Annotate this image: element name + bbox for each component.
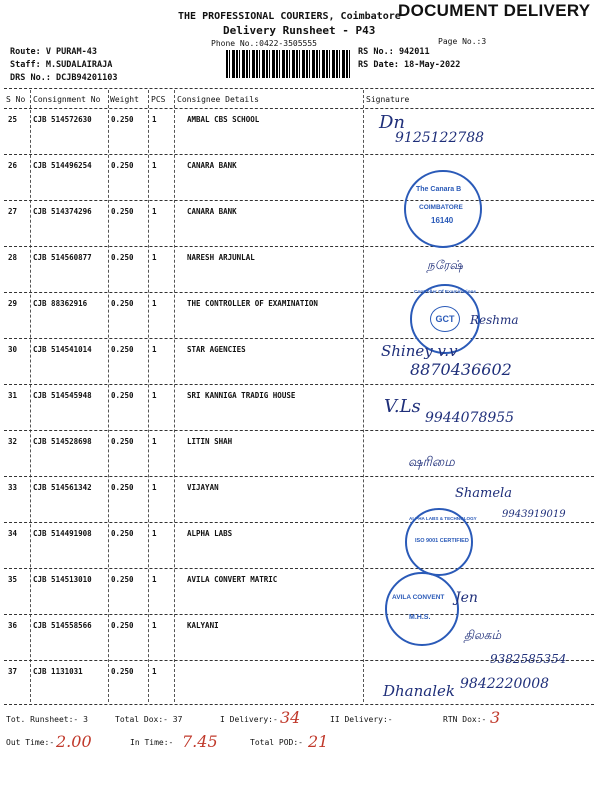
tot-runsheet: Tot. Runsheet:- 3: [6, 715, 88, 724]
phone-row25: 9125122788: [395, 130, 485, 146]
row-weight: 0.250: [111, 391, 134, 400]
sign-row33: Shamela: [455, 486, 512, 501]
sign-row25: Dn: [379, 112, 406, 133]
page-number: Page No.:3: [438, 37, 487, 46]
phone-row33: 9943919019: [502, 509, 566, 520]
row-sno: 34: [8, 529, 18, 538]
row-consignment: CJB 514558566: [33, 621, 92, 630]
ii-delivery-label: II Delivery:-: [330, 715, 393, 724]
row-pcs: 1: [152, 207, 157, 216]
phone-row37: 9842220008: [460, 676, 550, 692]
row-pcs: 1: [152, 529, 157, 538]
avila-stamp-line2: M.H.S.: [409, 614, 431, 621]
avila-convent-stamp: [385, 572, 459, 646]
divider-sno: [30, 90, 31, 702]
row-sno: 32: [8, 437, 18, 446]
divider-consignee: [363, 90, 364, 702]
row-weight: 0.250: [111, 667, 134, 676]
row-sno: 31: [8, 391, 18, 400]
canara-stamp-line2: COIMBATORE: [419, 204, 463, 211]
row-pcs: 1: [152, 437, 157, 446]
row-separator: [4, 384, 594, 385]
col-sno: S No: [6, 95, 26, 104]
avila-stamp-line1: AVILA CONVENT: [392, 594, 445, 601]
phone-number: Phone No.:0422-3505555: [211, 39, 317, 48]
sign-row29: Reshma: [470, 313, 519, 327]
row-sno: 29: [8, 299, 18, 308]
row-consignee: AMBAL CBS SCHOOL: [187, 115, 260, 124]
divider-consignment: [108, 90, 109, 702]
row-weight: 0.250: [111, 299, 134, 308]
row-consignee: SRI KANNIGA TRADIG HOUSE: [187, 391, 296, 400]
canara-stamp-line1: The Canara B: [416, 186, 462, 193]
row-consignee: THE CONTROLLER OF EXAMINATION: [187, 299, 318, 308]
row-pcs: 1: [152, 161, 157, 170]
rs-number: RS No.: 942011: [358, 47, 430, 57]
sign-row30: Shiney v.v: [381, 342, 458, 360]
row-pcs: 1: [152, 575, 157, 584]
rtn-dox-value: 3: [490, 708, 501, 727]
out-time-label: Out Time:-: [6, 738, 55, 747]
row-separator: [4, 200, 594, 201]
gct-stamp-logo: GCT: [430, 306, 460, 332]
row-consignee: CANARA BANK: [187, 161, 237, 170]
row-consignee: AVILA CONVERT MATRIC: [187, 575, 278, 584]
sign-row37: Dhanalek: [383, 682, 455, 700]
barcode: [226, 50, 352, 78]
row-consignment: CJB 514541014: [33, 345, 92, 354]
col-weight: Weight: [110, 95, 139, 104]
alpha-stamp-line2: ISO 9001 CERTIFIED: [415, 538, 469, 544]
i-delivery-label: I Delivery:-: [220, 715, 278, 724]
phone-row36: 9382585354: [490, 652, 567, 666]
document-delivery-stamp: DOCUMENT DELIVERY: [398, 1, 591, 20]
total-pod-label: Total POD:-: [250, 738, 303, 747]
row-consignment: CJB 88362916: [33, 299, 88, 308]
row-pcs: 1: [152, 345, 157, 354]
canara-bank-stamp: [404, 170, 482, 248]
col-signature: Signature: [366, 95, 410, 104]
company-name: THE PROFESSIONAL COURIERS, Coimbatore: [178, 11, 401, 22]
row-consignment: CJB 514528698: [33, 437, 92, 446]
runsheet-title: Delivery Runsheet - P43: [223, 24, 376, 37]
col-consignment: Consignment No: [33, 95, 101, 104]
row-weight: 0.250: [111, 207, 134, 216]
row-separator: [4, 292, 594, 293]
staff-label: Staff: M.SUDALAIRAJA: [10, 60, 113, 70]
row-consignee: LITIN SHAH: [187, 437, 233, 446]
row-separator: [4, 338, 594, 339]
total-pod-value: 21: [308, 732, 329, 751]
gct-stamp-line1: Controller Of Examinations: [414, 290, 477, 295]
row-pcs: 1: [152, 253, 157, 262]
col-pcs: PCS: [151, 95, 166, 104]
row-sno: 33: [8, 483, 18, 492]
sign-row32: ஷரிமை: [408, 455, 455, 470]
row-consignee: CANARA BANK: [187, 207, 237, 216]
row-sno: 28: [8, 253, 18, 262]
row-pcs: 1: [152, 483, 157, 492]
rtn-dox-label: RTN Dox:-: [443, 715, 487, 724]
sign-row35: Jen: [455, 590, 478, 606]
i-delivery-value: 34: [280, 708, 301, 727]
alpha-stamp-line1: ALPHA LABS & TECHNOLOGY: [409, 516, 477, 521]
row-consignment: CJB 514513010: [33, 575, 92, 584]
row-consignment: CJB 514561342: [33, 483, 92, 492]
in-time-value: 7.45: [182, 732, 218, 751]
route-label: Route: V PURAM-43: [10, 47, 97, 57]
row-pcs: 1: [152, 115, 157, 124]
row-sno: 27: [8, 207, 18, 216]
in-time-label: In Time:-: [130, 738, 174, 747]
row-consignee: KALYANI: [187, 621, 219, 630]
sign-row28: நரேஷ்: [427, 258, 463, 272]
col-consignee: Consignee Details: [177, 95, 259, 104]
row-pcs: 1: [152, 621, 157, 630]
divider-weight: [148, 90, 149, 702]
row-consignment: CJB 514374296: [33, 207, 92, 216]
row-weight: 0.250: [111, 529, 134, 538]
row-consignee: VIJAYAN: [187, 483, 219, 492]
row-consignment: CJB 514496254: [33, 161, 92, 170]
row-consignment: CJB 514572630: [33, 115, 92, 124]
footer-top-rule: [4, 704, 594, 705]
row-weight: 0.250: [111, 621, 134, 630]
row-weight: 0.250: [111, 575, 134, 584]
row-sno: 36: [8, 621, 18, 630]
row-consignee: STAR AGENCIES: [187, 345, 246, 354]
row-weight: 0.250: [111, 253, 134, 262]
row-consignment: CJB 514545948: [33, 391, 92, 400]
row-pcs: 1: [152, 299, 157, 308]
row-weight: 0.250: [111, 345, 134, 354]
row-weight: 0.250: [111, 483, 134, 492]
phone-row30: 8870436602: [410, 360, 512, 379]
row-consignment: CJB 514491908: [33, 529, 92, 538]
sign-row31: V.Ls: [384, 396, 421, 417]
divider-pcs: [174, 90, 175, 702]
header-bottom-rule: [4, 108, 594, 109]
canara-stamp-line3: 16140: [431, 216, 454, 225]
row-separator: [4, 568, 594, 569]
row-sno: 37: [8, 667, 18, 676]
row-sno: 26: [8, 161, 18, 170]
row-weight: 0.250: [111, 437, 134, 446]
row-sno: 25: [8, 115, 18, 124]
row-consignment: CJB 1131031: [33, 667, 83, 676]
row-separator: [4, 522, 594, 523]
row-sno: 30: [8, 345, 18, 354]
row-weight: 0.250: [111, 161, 134, 170]
alpha-labs-stamp: [405, 508, 477, 576]
row-sno: 35: [8, 575, 18, 584]
row-separator: [4, 476, 594, 477]
row-pcs: 1: [152, 667, 157, 676]
header-top-rule: [4, 88, 594, 89]
row-separator: [4, 246, 594, 247]
row-separator: [4, 154, 594, 155]
sign-row36: திலகம்: [464, 628, 502, 642]
out-time-value: 2.00: [56, 732, 92, 751]
row-separator: [4, 614, 594, 615]
phone-row31: 9944078955: [425, 410, 515, 426]
row-consignee: ALPHA LABS: [187, 529, 233, 538]
rs-date: RS Date: 18-May-2022: [358, 60, 461, 70]
row-weight: 0.250: [111, 115, 134, 124]
row-separator: [4, 430, 594, 431]
row-consignment: CJB 514560877: [33, 253, 92, 262]
row-consignee: NARESH ARJUNLAL: [187, 253, 255, 262]
row-pcs: 1: [152, 391, 157, 400]
total-dox: Total Dox:- 37: [115, 715, 183, 724]
drs-number: DRS No.: DCJB94201103: [10, 73, 118, 83]
